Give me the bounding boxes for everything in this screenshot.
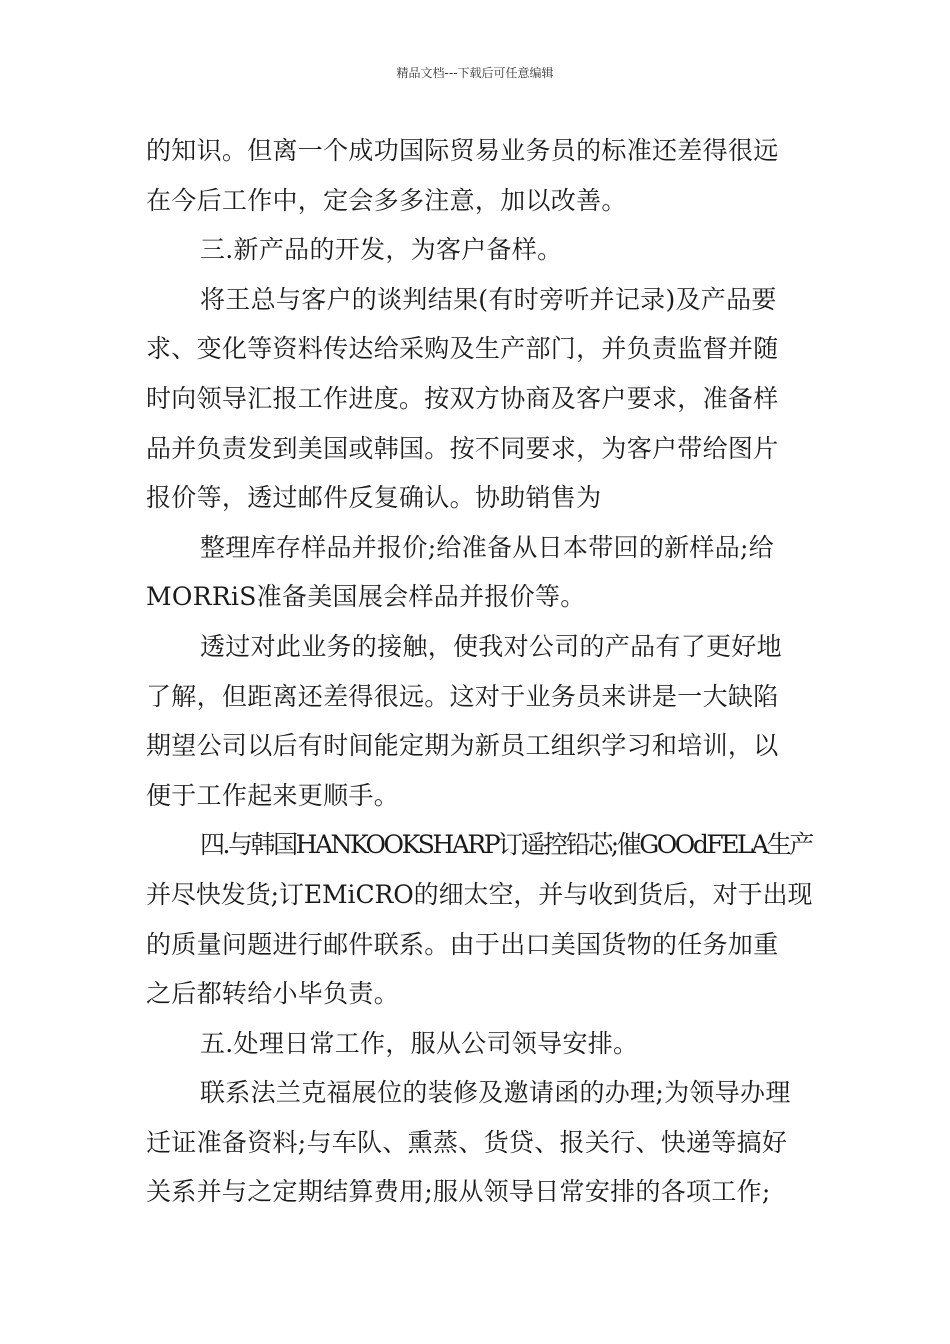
text-line: 的质量问题进行邮件联系。由于出口美国货物的任务加重	[146, 929, 779, 959]
text-line: 便于工作起来更顺手。	[146, 780, 400, 810]
text-line: 五.处理日常工作，服从公司领导安排。	[200, 1028, 639, 1058]
page-header: 精品文档---下载后可任意编辑	[396, 66, 554, 80]
text-line: 报价等，透过邮件反复确认。协助销售为	[146, 483, 602, 513]
text-line: 三.新产品的开发，为客户备样。	[200, 235, 563, 265]
text-line: 迁证准备资料;与车队、熏蒸、货贷、报关行、快递等搞好	[146, 1127, 788, 1157]
text-line: 联系法兰克福展位的装修及邀请函的办理;为领导办理	[200, 1078, 791, 1108]
text-line: 了解，但距离还差得很远。这对于业务员来讲是一大缺陷	[146, 681, 779, 711]
text-line: 之后都转给小毕负责。	[146, 979, 400, 1009]
text-line: 时向领导汇报工作进度。按双方协商及客户要求，准备样	[146, 383, 779, 413]
text-line: 品并负责发到美国或韩国。按不同要求，为客户带给图片	[146, 433, 779, 463]
text-line: 关系并与之定期结算费用;服从领导日常安排的各项工作;	[146, 1177, 771, 1207]
text-line: MORRiS准备美国展会样品并报价等。	[146, 582, 586, 612]
text-line: 四.与韩国HANKOOKSHARP订遥控铅芯;催GOOdFELA生产	[200, 830, 812, 860]
text-line: 在今后工作中，定会多多注意，加以改善。	[146, 185, 627, 215]
document-body	[146, 126, 813, 1217]
text-line: 透过对此业务的接触，使我对公司的产品有了更好地	[200, 631, 782, 661]
text-line: 整理库存样品并报价;给准备从日本带回的新样品;给	[200, 532, 775, 562]
text-line: 期望公司以后有时间能定期为新员工组织学习和培训，以	[146, 731, 779, 761]
text-line: 的知识。但离一个成功国际贸易业务员的标准还差得很远	[146, 136, 779, 165]
text-line: 并尽快发货;订EMiCRO的细太空，并与收到货后，对于出现	[146, 879, 813, 909]
text-line: 将王总与客户的谈判结果(有时旁听并记录)及产品要	[200, 284, 777, 314]
text-line: 求、变化等资料传达给采购及生产部门，并负责监督并随	[146, 334, 779, 364]
